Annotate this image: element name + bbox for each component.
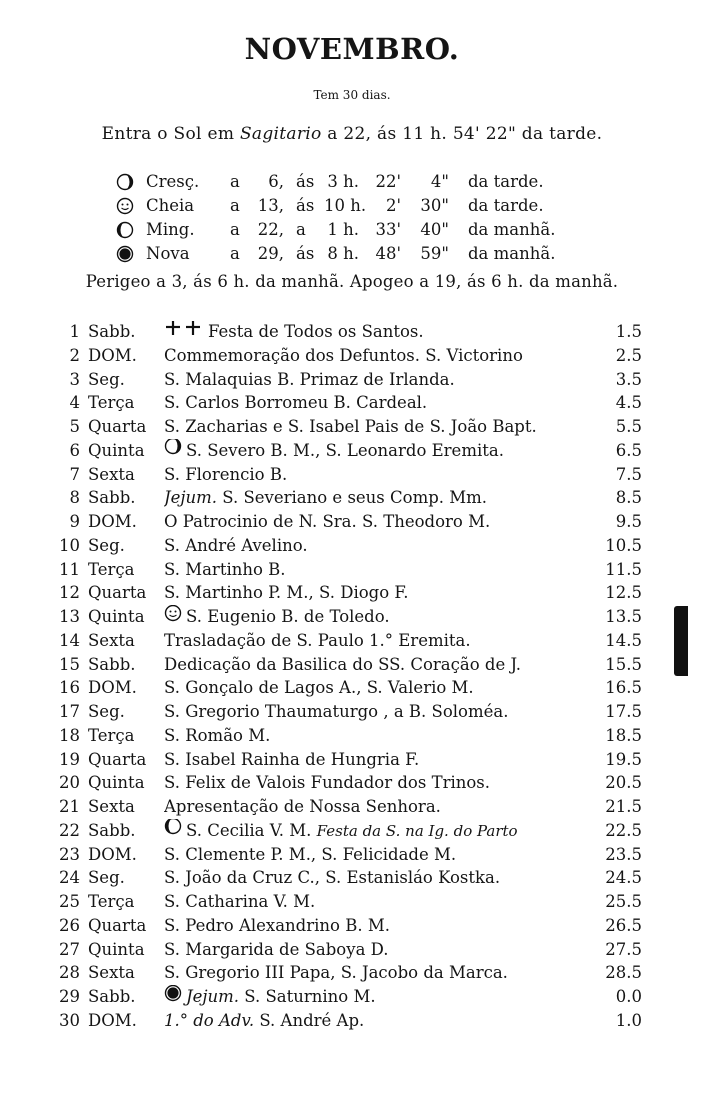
event-text: S. Severo B. M., S. Leonardo Eremita. (186, 440, 504, 460)
sun-entry-line (0, 124, 704, 144)
day-event (164, 558, 596, 582)
phase-minutes: 2' (385, 196, 401, 215)
day-value: 14.5 (605, 630, 642, 650)
day-event (164, 890, 596, 914)
event-text: O Patrocinio de N. Sra. S. Theodoro M. (164, 512, 491, 531)
event-text: S. Margarida de Saboya D. (164, 939, 389, 959)
day-event (164, 605, 596, 629)
weekday: Seg. (88, 369, 125, 389)
perigeu-apogeu-line: Perigeo a 3, ás 6 h. da manhã. Apogeo a 19, ás 6 h. da manhã. (85, 272, 619, 291)
calendar-row (0, 581, 704, 605)
day-number: 23 (59, 844, 80, 864)
event-text: S. Eugenio B. de Toledo. (186, 607, 390, 626)
day-value: 8.5 (615, 488, 642, 508)
day-event (164, 795, 596, 819)
phase-day: 13, (257, 196, 284, 215)
day-value: 5.5 (615, 417, 642, 436)
event-text: S. Zacharias e S. Isabel Pais de S. João Bapt. (164, 417, 537, 436)
calendar-row (0, 368, 704, 392)
weekday: Sexta (88, 963, 135, 983)
weekday: Sabb. (88, 987, 136, 1006)
phase-name: Cresç. (146, 172, 200, 191)
waning-moon-icon (164, 819, 182, 842)
weekday: Quarta (88, 915, 147, 935)
phase-as: ás (296, 172, 315, 191)
event-text: Trasladação de S. Paulo 1.° Eremita. (164, 630, 471, 650)
day-number: 26 (59, 915, 80, 935)
phase-seconds: 40" (420, 220, 449, 239)
event-italic: Jejum. (186, 987, 240, 1006)
weekday: Sexta (88, 464, 135, 484)
day-value: 19.5 (605, 749, 642, 769)
day-event (164, 985, 596, 1009)
day-value: 25.5 (605, 892, 642, 911)
day-number: 4 (69, 393, 80, 413)
calendar-row (0, 676, 704, 700)
event-text: S. Gregorio Thaumaturgo , a B. Soloméa. (164, 702, 509, 721)
day-value: 6.5 (615, 440, 642, 460)
weekday: DOM. (88, 678, 137, 698)
phase-day: 29, (257, 244, 284, 263)
day-event (164, 439, 596, 463)
day-value: 3.5 (615, 369, 642, 389)
event-italic-note: Festa da S. na Ig. do Parto (316, 821, 518, 840)
day-number: 29 (59, 987, 80, 1006)
day-value: 27.5 (605, 939, 642, 959)
phase-day: 22, (257, 220, 284, 239)
weekday: Sabb. (88, 654, 136, 674)
day-number: 8 (69, 488, 80, 508)
day-event (164, 724, 596, 748)
weekday: Sexta (88, 630, 135, 650)
calendar-row (0, 819, 704, 843)
weekday: Sabb. (88, 488, 136, 508)
day-event (164, 961, 596, 985)
event-text: Dedicação da Basilica do SS. Coração de J. (164, 654, 522, 674)
calendar-row (0, 486, 704, 510)
day-value: 12.5 (605, 583, 642, 603)
day-number: 1 (69, 322, 80, 341)
phase-hours: 3 h. (327, 172, 359, 191)
weekday: Terça (88, 393, 135, 413)
day-number: 15 (59, 654, 80, 674)
phase-period: da manhã. (468, 220, 556, 239)
day-event (164, 819, 596, 844)
day-value: 15.5 (605, 654, 642, 674)
weekday: Terça (88, 725, 135, 745)
day-event (164, 843, 596, 867)
calendar-row (0, 510, 704, 534)
weekday: Quarta (88, 417, 147, 436)
moon-phase-row (116, 194, 586, 218)
weekday: Terça (88, 892, 135, 911)
calendar-row (0, 724, 704, 748)
day-event (164, 581, 596, 605)
day-number: 9 (69, 512, 80, 531)
calendar-row (0, 961, 704, 985)
day-number: 19 (59, 749, 80, 769)
calendar-row (0, 771, 704, 795)
event-text: S. Cecilia V. M. (186, 820, 312, 840)
phase-a: a (230, 196, 240, 215)
calendar-row (0, 534, 704, 558)
calendar-row (0, 843, 704, 867)
day-event (164, 1009, 596, 1033)
event-text: S. Severiano e seus Comp. Mm. (222, 488, 488, 508)
day-value: 21.5 (605, 797, 642, 816)
event-text: Apresentação de Nossa Senhora. (164, 797, 441, 816)
calendar-row (0, 795, 704, 819)
event-text: S. Catharina V. M. (164, 892, 316, 911)
day-value: 9.5 (615, 512, 642, 531)
day-number: 16 (59, 678, 80, 698)
phase-name: Nova (146, 244, 190, 263)
phase-name: Cheia (146, 196, 195, 215)
day-event (164, 700, 596, 724)
moon-phases (116, 170, 586, 266)
day-number: 14 (59, 630, 80, 650)
day-number: 18 (59, 725, 80, 745)
weekday: Quarta (88, 749, 147, 769)
event-italic: 1.° do Adv. (164, 1010, 255, 1030)
calendar-row (0, 866, 704, 890)
page-subtitle: Tem 30 dias. (313, 88, 391, 102)
moon-phase-row (116, 170, 586, 194)
phase-hours: 10 h. (324, 196, 367, 215)
moon-phase-row (116, 218, 586, 242)
day-event (164, 866, 596, 890)
crescent-moon-icon (164, 439, 182, 462)
day-event (164, 676, 596, 700)
weekday: Sexta (88, 797, 135, 816)
weekday: DOM. (88, 844, 137, 864)
weekday: Quinta (88, 939, 145, 959)
weekday: Quinta (88, 607, 145, 626)
day-value: 0.0 (615, 987, 642, 1006)
calendar-row (0, 391, 704, 415)
event-text: S. Romão M. (164, 725, 271, 745)
calendar-row (0, 629, 704, 653)
calendar-row (0, 748, 704, 772)
day-value: 10.5 (605, 535, 642, 555)
day-value: 18.5 (605, 725, 642, 745)
sun-entry-suffix: a 22, ás 11 h. 54' 22" da tarde. (327, 124, 603, 144)
day-event (164, 914, 596, 938)
phase-a: a (230, 244, 240, 263)
event-text: S. Carlos Borromeu B. Cardeal. (164, 393, 428, 413)
phase-as: ás (296, 244, 315, 263)
calendar-row (0, 463, 704, 487)
event-text: S. Felix de Valois Fundador dos Trinos. (164, 773, 491, 793)
phase-hours: 8 h. (327, 244, 359, 263)
phase-a: a (230, 220, 240, 239)
weekday: Sabb. (88, 820, 136, 840)
phase-period: da tarde. (468, 172, 544, 191)
day-value: 1.0 (615, 1010, 642, 1030)
day-number: 25 (59, 892, 80, 911)
day-number: 2 (69, 345, 80, 365)
event-text: S. Martinho P. M., S. Diogo F. (164, 583, 409, 603)
day-value: 13.5 (605, 607, 642, 626)
event-text: S. Gonçalo de Lagos A., S. Valerio M. (164, 678, 474, 698)
calendar-row (0, 700, 704, 724)
sun-entry-prefix: Entra o Sol em (101, 124, 235, 144)
day-event (164, 463, 596, 487)
phase-seconds: 59" (420, 244, 449, 263)
phase-seconds: 30" (420, 196, 449, 215)
day-number: 21 (59, 797, 80, 816)
calendar-row (0, 439, 704, 463)
day-event (164, 320, 596, 344)
phase-period: da manhã. (468, 244, 556, 263)
event-text: S. Pedro Alexandrino B. M. (164, 915, 390, 935)
day-event (164, 771, 596, 795)
weekday: Seg. (88, 702, 125, 721)
day-number: 24 (59, 868, 80, 888)
phase-as: a (296, 220, 306, 239)
phase-period: da tarde. (468, 196, 544, 215)
calendar-row (0, 914, 704, 938)
day-value: 16.5 (605, 678, 642, 698)
day-value: 22.5 (605, 820, 642, 840)
event-text: S. André Ap. (259, 1010, 365, 1030)
event-text: S. Florencio B. (164, 464, 288, 484)
day-number: 7 (69, 464, 80, 484)
weekday: DOM. (88, 345, 137, 365)
day-value: 23.5 (605, 844, 642, 864)
day-number: 27 (59, 939, 80, 959)
day-event (164, 938, 596, 962)
day-value: 20.5 (605, 773, 642, 793)
day-value: 7.5 (615, 464, 642, 484)
phase-seconds: 4" (430, 172, 449, 191)
calendar-row (0, 344, 704, 368)
event-text: S. André Avelino. (164, 535, 308, 555)
day-event (164, 653, 596, 677)
day-number: 22 (59, 820, 80, 840)
calendar-row (0, 605, 704, 629)
day-value: 17.5 (605, 702, 642, 721)
phase-name: Ming. (146, 220, 195, 239)
phase-minutes: 33' (375, 220, 401, 239)
day-event (164, 748, 596, 772)
full-moon-icon (164, 605, 182, 628)
event-italic: Jejum. (164, 488, 218, 508)
day-event (164, 534, 596, 558)
phase-hours: 1 h. (327, 220, 359, 239)
day-number: 17 (59, 702, 80, 721)
event-text: Commemoração dos Defuntos. S. Victorino (164, 345, 523, 365)
double-cross-icon (164, 320, 204, 343)
new-moon-icon (164, 985, 182, 1008)
day-value: 1.5 (615, 322, 642, 341)
event-text: Festa de Todos os Santos. (208, 322, 424, 341)
day-event (164, 368, 596, 392)
day-event (164, 344, 596, 368)
new-moon-icon (116, 242, 136, 270)
phase-a: a (230, 172, 240, 191)
calendar-row (0, 890, 704, 914)
day-event (164, 486, 596, 510)
day-event (164, 391, 596, 415)
day-value: 28.5 (605, 963, 642, 983)
page-title: NOVEMBRO. (244, 32, 460, 66)
day-number: 5 (69, 417, 80, 436)
calendar-row (0, 1009, 704, 1033)
day-event (164, 629, 596, 653)
event-text: S. Saturnino M. (244, 987, 376, 1006)
event-text: S. Isabel Rainha de Hungria F. (164, 749, 420, 769)
event-text: S. Clemente P. M., S. Felicidade M. (164, 844, 457, 864)
day-number: 11 (59, 559, 80, 579)
event-text: S. Malaquias B. Primaz de Irlanda. (164, 369, 455, 389)
phase-day: 6, (268, 172, 284, 191)
calendar-row (0, 320, 704, 344)
day-value: 26.5 (605, 915, 642, 935)
day-number: 12 (59, 583, 80, 603)
day-value: 11.5 (605, 559, 642, 579)
moon-phase-row (116, 242, 586, 266)
weekday: DOM. (88, 512, 137, 531)
day-value: 24.5 (605, 868, 642, 888)
calendar-row (0, 653, 704, 677)
day-event (164, 510, 596, 534)
day-number: 10 (59, 535, 80, 555)
phase-minutes: 48' (375, 244, 401, 263)
phase-as: ás (296, 196, 315, 215)
weekday: Quarta (88, 583, 147, 603)
day-value: 2.5 (615, 345, 642, 365)
calendar-row (0, 985, 704, 1009)
phase-minutes: 22' (375, 172, 401, 191)
day-number: 20 (59, 773, 80, 793)
sun-entry-sign: Sagitario (239, 124, 322, 144)
day-number: 6 (69, 440, 80, 460)
event-text: S. João da Cruz C., S. Estanisláo Kostka. (164, 868, 501, 888)
weekday: Sabb. (88, 322, 136, 341)
day-number: 13 (59, 607, 80, 626)
weekday: Seg. (88, 868, 125, 888)
day-event (164, 415, 596, 439)
calendar-row (0, 558, 704, 582)
day-value: 4.5 (615, 393, 642, 413)
weekday: Seg. (88, 535, 125, 555)
event-text: S. Gregorio III Papa, S. Jacobo da Marca. (164, 963, 508, 983)
day-number: 30 (59, 1010, 80, 1030)
calendar-row (0, 938, 704, 962)
event-text: S. Martinho B. (164, 559, 286, 579)
page-edge-mark (674, 606, 688, 676)
day-number: 28 (59, 963, 80, 983)
weekday: DOM. (88, 1010, 137, 1030)
weekday: Quinta (88, 773, 145, 793)
calendar-row (0, 415, 704, 439)
calendar-table (0, 320, 704, 1033)
weekday: Terça (88, 559, 135, 579)
day-number: 3 (69, 369, 80, 389)
weekday: Quinta (88, 440, 145, 460)
